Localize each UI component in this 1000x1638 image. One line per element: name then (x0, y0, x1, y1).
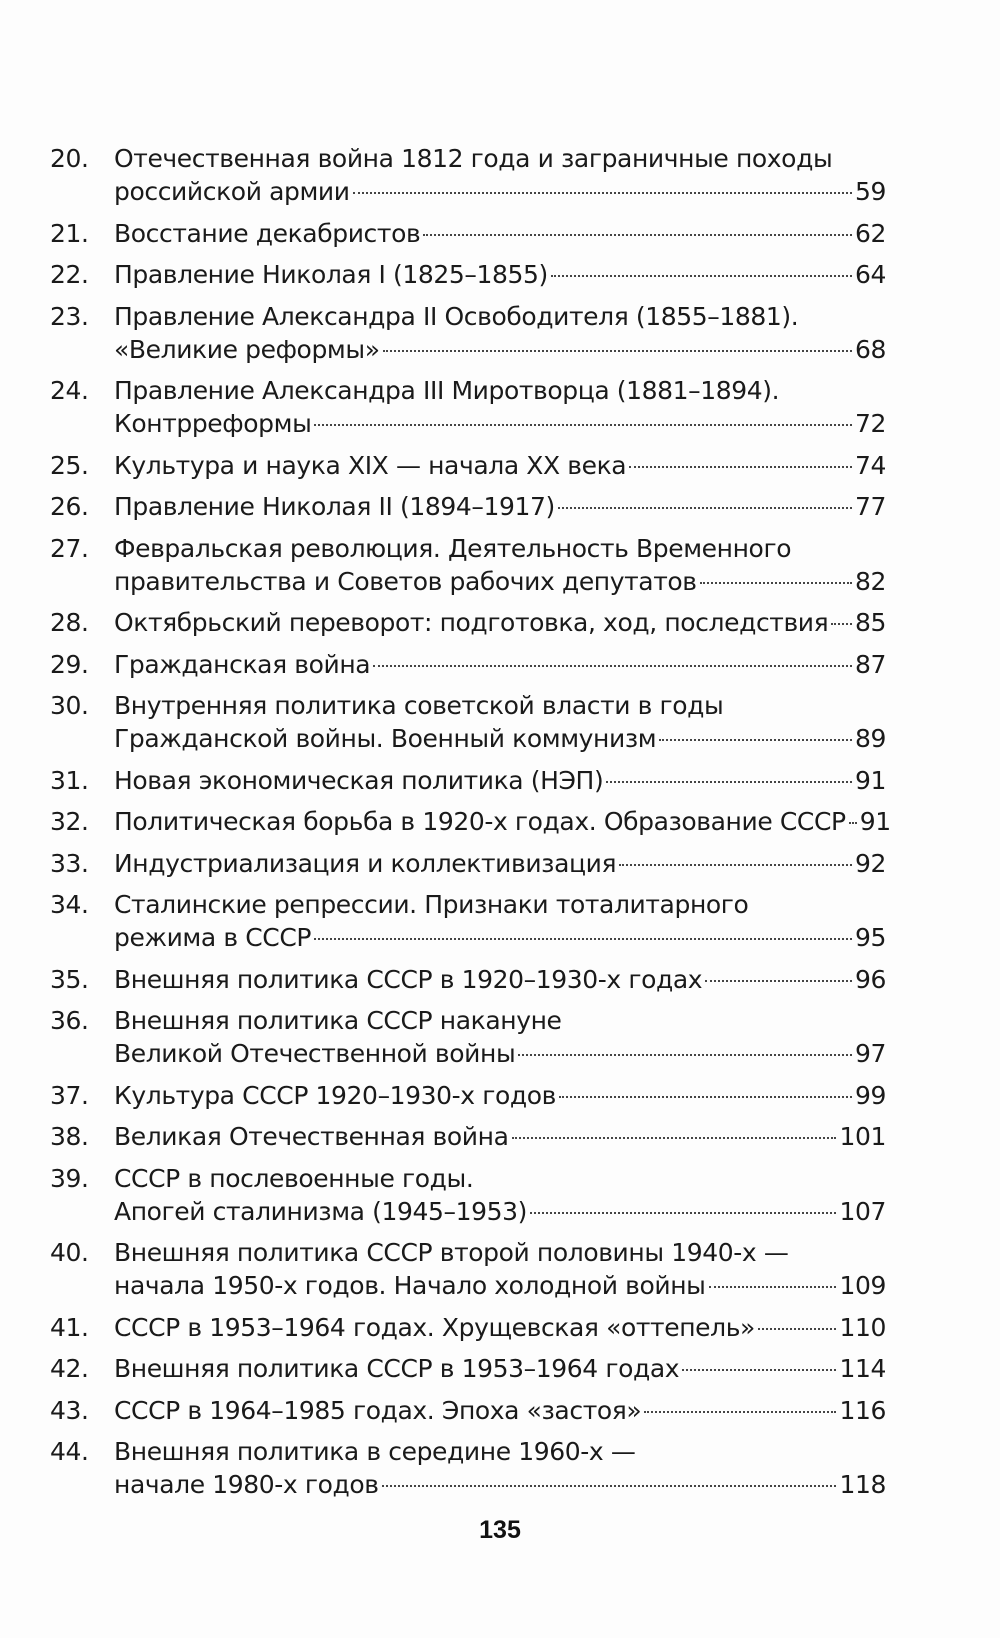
toc-entry-title: Великая Отечественная война (114, 1122, 509, 1151)
toc-entry-number: 30. (50, 691, 89, 720)
toc-entry-leader-line (114, 1468, 886, 1501)
toc-entry-leader-line (114, 1120, 886, 1153)
toc-entry (50, 1079, 886, 1112)
toc-entry-title: Гражданская война (114, 649, 371, 679)
dot-leader (382, 1485, 837, 1487)
toc-entry-number: 34. (50, 890, 89, 919)
dot-leader (619, 864, 852, 866)
dot-leader (559, 1096, 852, 1098)
toc-entry (50, 888, 886, 954)
toc-entry-number: 32. (50, 807, 89, 836)
toc-entry (50, 300, 886, 366)
toc-entry-title-line: Внутренняя политика советской власти в годы (114, 691, 724, 720)
toc-entry-number: 29. (50, 649, 89, 679)
toc-entry-title: СССР в 1953–1964 годах. Хрущевская «оттепель» (114, 1312, 755, 1342)
toc-entry-page: 99 (854, 1080, 886, 1110)
dot-leader (558, 507, 852, 509)
toc-entry-number: 43. (50, 1395, 89, 1425)
toc-entry-page: 87 (854, 649, 886, 679)
toc-entry-number: 21. (50, 218, 89, 248)
toc-entry-body (114, 606, 886, 639)
toc-entry-title: правительства и Советов рабочих депутатов (114, 566, 697, 596)
toc-entry-page: 64 (854, 260, 886, 289)
toc-entry-body (114, 805, 891, 838)
dot-leader (849, 822, 857, 824)
toc-entry-leader-line (114, 333, 886, 366)
toc-entry-body (114, 1394, 886, 1427)
toc-entry (50, 1394, 886, 1427)
dot-leader (314, 424, 852, 426)
toc-entry (50, 258, 886, 291)
toc-entry-leader-line (114, 1269, 886, 1302)
toc-entry-number: 22. (50, 260, 89, 289)
toc-entry-number: 27. (50, 533, 89, 563)
toc-entry-title: начале 1980-х годов (114, 1470, 379, 1499)
toc-entry-leader-line (114, 490, 886, 523)
toc-entry-page: 77 (854, 492, 886, 521)
toc-entry-title: Контрреформы (114, 409, 312, 438)
dot-leader (659, 739, 852, 741)
toc-entry-title-line: Отечественная война 1812 года и заграничные походы (114, 144, 833, 173)
toc-entry-page: 72 (854, 409, 886, 438)
toc-entry-body (114, 1120, 886, 1153)
toc-entry-title: Правление Николая I (1825–1855) (114, 260, 548, 289)
toc-entry-body (114, 1311, 886, 1344)
toc-entry-number: 37. (50, 1080, 89, 1110)
toc-entry-number: 20. (50, 144, 89, 173)
toc-entry-body (114, 764, 886, 797)
dot-leader (606, 781, 852, 783)
toc-entry-leader-line (114, 175, 886, 208)
toc-entry-page: 97 (854, 1039, 886, 1068)
toc-entry-number: 31. (50, 765, 89, 795)
toc-entry-title: «Великие реформы» (114, 334, 380, 364)
toc-entry (50, 532, 886, 598)
toc-entry-leader-line (114, 805, 891, 838)
toc-entry-body (114, 888, 886, 954)
toc-entry-leader-line (114, 648, 886, 681)
toc-entry (50, 1435, 886, 1501)
toc-entry-title: Политическая борьба в 1920-х годах. Образование СССР (114, 807, 846, 836)
dot-leader (512, 1137, 837, 1139)
toc-entry-page: 95 (854, 923, 886, 952)
toc-entry-body (114, 1162, 886, 1228)
dot-leader (682, 1369, 836, 1371)
toc-entry-page: 110 (839, 1312, 886, 1342)
dot-leader (383, 350, 852, 352)
toc-entry-body (114, 689, 886, 755)
toc-entry (50, 1004, 886, 1070)
dot-leader (831, 623, 852, 625)
toc-entry-body (114, 963, 886, 996)
toc-entry-title: российской армии (114, 177, 350, 206)
toc-entry-title: Гражданской войны. Военный коммунизм (114, 724, 657, 753)
toc-entry-title-line: Правление Александра III Миротворца (1881–1894). (114, 376, 780, 405)
toc-entry-page: 96 (854, 964, 886, 994)
toc-entry (50, 217, 886, 250)
toc-entry-page: 62 (854, 218, 886, 248)
toc-entry-page: 59 (854, 177, 886, 206)
toc-entry-title: Культура и наука XIX — начала XX века (114, 450, 627, 480)
toc-entry (50, 963, 886, 996)
toc-entry (50, 1352, 886, 1385)
toc-entry-page: 74 (854, 450, 886, 480)
toc-entry-number: 35. (50, 964, 89, 994)
dot-leader (644, 1411, 836, 1413)
toc-entry (50, 142, 886, 208)
toc-entry-title-line: Внешняя политика в середине 1960-х — (114, 1437, 636, 1466)
toc-entry-title: Культура СССР 1920–1930-х годов (114, 1080, 556, 1110)
toc-entry (50, 1120, 886, 1153)
toc-entry-leader-line (114, 449, 886, 482)
toc-entry (50, 805, 891, 838)
dot-leader (373, 665, 852, 667)
toc-entry-title: Октябрьский переворот: подготовка, ход, последствия (114, 608, 829, 637)
toc-entry-leader-line (114, 606, 886, 639)
toc-entry-page: 89 (854, 724, 886, 753)
toc-entry-title: Восстание декабристов (114, 218, 421, 248)
toc-entry-number: 24. (50, 376, 89, 405)
toc-entry (50, 648, 886, 681)
toc-entry-number: 28. (50, 608, 89, 637)
toc-entry-number: 42. (50, 1354, 89, 1383)
toc-entry-title: Новая экономическая политика (НЭП) (114, 765, 604, 795)
toc-entry-leader-line (114, 258, 886, 291)
toc-entry-leader-line (114, 1079, 886, 1112)
toc-entry-number: 23. (50, 301, 89, 331)
toc-entry-title-line: Внешняя политика СССР второй половины 1940-х — (114, 1238, 789, 1267)
toc-entry-body (114, 300, 886, 366)
dot-leader (423, 234, 852, 236)
dot-leader (518, 1054, 852, 1056)
toc-entry-leader-line (114, 764, 886, 797)
toc-entry-body (114, 490, 886, 523)
toc-entry-body (114, 532, 886, 598)
toc-entry-page: 92 (854, 848, 886, 878)
toc-entry-leader-line (114, 1352, 886, 1385)
page-number: 135 (479, 1516, 521, 1544)
toc-entry-number: 41. (50, 1312, 89, 1342)
toc-entry (50, 449, 886, 482)
toc-entry-number: 40. (50, 1238, 89, 1267)
toc-entry-body (114, 1352, 886, 1385)
toc-entry (50, 374, 886, 440)
toc-entry-title: начала 1950-х годов. Начало холодной войны (114, 1271, 706, 1300)
toc-entry (50, 764, 886, 797)
toc-entry-leader-line (114, 722, 886, 755)
toc-entry-body (114, 1079, 886, 1112)
toc-entry-leader-line (114, 963, 886, 996)
toc-entry-page: 109 (839, 1271, 886, 1300)
toc-entry-title-line: СССР в послевоенные годы. (114, 1163, 474, 1193)
toc-entry-body (114, 258, 886, 291)
toc-entry (50, 689, 886, 755)
toc-entry-number: 36. (50, 1006, 89, 1035)
dot-leader (551, 275, 852, 277)
toc-entry-title: Великой Отечественной войны (114, 1039, 516, 1068)
toc-entry-title: Индустриализация и коллективизация (114, 848, 617, 878)
toc-entry (50, 1311, 886, 1344)
toc-entry-page: 91 (854, 765, 886, 795)
toc-entry-leader-line (114, 1311, 886, 1344)
toc-entry-title-line: Февральская революция. Деятельность Временного (114, 533, 792, 563)
toc-entry-body (114, 648, 886, 681)
toc-entry-title: режима в СССР (114, 923, 312, 952)
toc-entry-title: Внешняя политика СССР в 1920–1930-х годах (114, 964, 703, 994)
toc-entry-body (114, 1004, 886, 1070)
toc-entry-page: 85 (854, 608, 886, 637)
toc-entry-leader-line (114, 565, 886, 598)
toc-entry-page: 118 (839, 1470, 886, 1499)
toc-entry-page: 107 (839, 1196, 886, 1226)
toc-entry-title: СССР в 1964–1985 годах. Эпоха «застоя» (114, 1395, 642, 1425)
toc-entry-page: 91 (859, 807, 891, 836)
toc-entry-leader-line (114, 1394, 886, 1427)
toc-entry-leader-line (114, 921, 886, 954)
toc-entry-leader-line (114, 1195, 886, 1228)
toc-entry-page: 82 (854, 566, 886, 596)
toc-entry-leader-line (114, 847, 886, 880)
toc-entry (50, 606, 886, 639)
dot-leader (629, 466, 852, 468)
toc-entry-body (114, 374, 886, 440)
toc-entry-body (114, 449, 886, 482)
toc-entry-number: 26. (50, 492, 89, 521)
toc-entry-page: 101 (839, 1122, 886, 1151)
dot-leader (709, 1286, 837, 1288)
dot-leader (700, 582, 852, 584)
toc-entry-title-line: Правление Александра II Освободителя (1855–1881). (114, 301, 799, 331)
toc-entry (50, 1236, 886, 1302)
dot-leader (314, 938, 852, 940)
toc-entry-number: 39. (50, 1163, 89, 1193)
toc-entry-page: 114 (839, 1354, 886, 1383)
dot-leader (530, 1212, 836, 1214)
toc-entry-number: 44. (50, 1437, 89, 1466)
toc-entry (50, 490, 886, 523)
toc-entry-title: Апогей сталинизма (1945–1953) (114, 1196, 527, 1226)
toc-entry-title: Внешняя политика СССР в 1953–1964 годах (114, 1354, 680, 1383)
toc-entry-title-line: Внешняя политика СССР накануне (114, 1006, 562, 1035)
dot-leader (705, 980, 852, 982)
toc-entry-body (114, 1236, 886, 1302)
toc-entry-leader-line (114, 217, 886, 250)
toc-entry-number: 38. (50, 1122, 89, 1151)
dot-leader (353, 192, 852, 194)
dot-leader (758, 1328, 837, 1330)
toc-entry-number: 25. (50, 450, 89, 480)
toc-entry-body (114, 847, 886, 880)
toc-entry (50, 1162, 886, 1228)
toc-entry-page: 68 (854, 334, 886, 364)
toc-entry-title-line: Сталинские репрессии. Признаки тоталитарного (114, 890, 749, 919)
toc-entry-number: 33. (50, 848, 89, 878)
toc-entry-body (114, 142, 886, 208)
toc-entry-leader-line (114, 407, 886, 440)
table-of-contents (50, 142, 891, 1510)
toc-entry-leader-line (114, 1037, 886, 1070)
toc-entry-page: 116 (839, 1395, 886, 1425)
toc-entry-body (114, 1435, 886, 1501)
toc-entry-title: Правление Николая II (1894–1917) (114, 492, 555, 521)
toc-entry (50, 847, 886, 880)
toc-entry-body (114, 217, 886, 250)
